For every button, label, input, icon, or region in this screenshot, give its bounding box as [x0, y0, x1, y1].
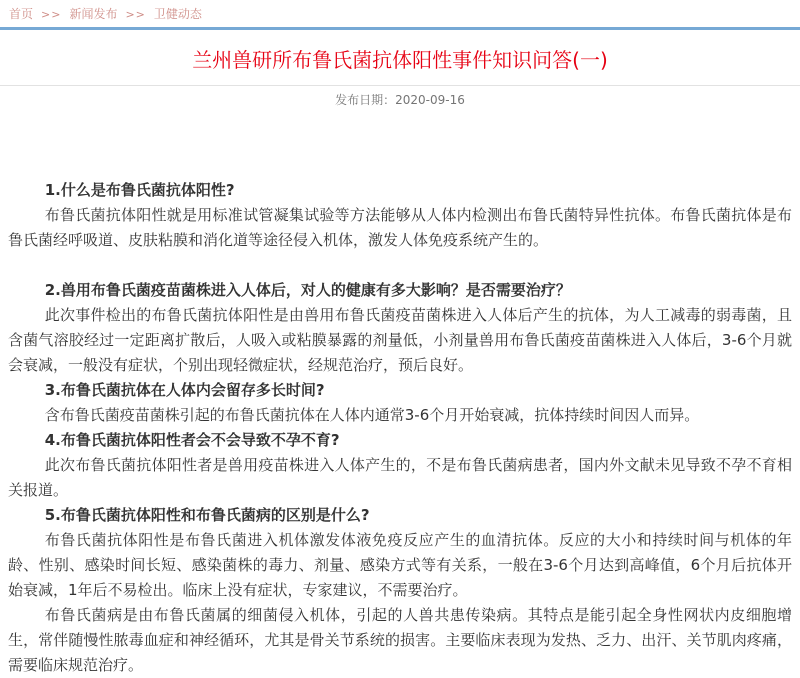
breadcrumb-link[interactable]: 首页: [9, 7, 34, 21]
top-divider: [0, 27, 800, 30]
qa-section: [8, 503, 792, 678]
breadcrumb-link[interactable]: 新闻发布: [69, 7, 118, 21]
question-heading: 4.布鲁氏菌抗体阳性者会不会导致不孕不育?: [44, 431, 340, 449]
page-title: 兰州兽研所布鲁氏菌抗体阳性事件知识问答(一): [192, 48, 608, 72]
question-heading: 5.布鲁氏菌抗体阳性和布鲁氏菌病的区别是什么?: [44, 506, 370, 524]
breadcrumb-separator: >>: [41, 8, 62, 21]
breadcrumb-separator: >>: [125, 8, 146, 21]
breadcrumb: [0, 0, 800, 27]
answers: [8, 453, 792, 503]
answer-paragraph: 含布鲁氏菌疫苗菌株引起的布鲁氏菌抗体在人体内通常3-6个月开始衰减，抗体持续时间因人而异。: [44, 406, 700, 424]
answers: [8, 528, 792, 678]
question-heading: 2.兽用布鲁氏菌疫苗菌株进入人体后，对人的健康有多大影响？是否需要治疗？: [44, 281, 571, 299]
qa-section: [8, 378, 792, 428]
qa-section: [8, 178, 792, 253]
publish-date-label: 发布日期：: [335, 93, 396, 107]
publish-date-value: 2020-09-16: [395, 93, 465, 107]
qa-section: [8, 278, 792, 378]
question-heading: 1.什么是布鲁氏菌抗体阳性?: [44, 181, 235, 199]
answer-paragraph: 此次事件检出的布鲁氏菌抗体阳性是由兽用布鲁氏菌疫苗菌株进入人体后产生的抗体，为人工减毒的弱毒菌，且含菌气溶胶经过一定距离扩散后，人吸入或粘膜暴露的剂量低，小剂量兽用布鲁氏菌疫苗菌株进入人体后，3-6个月就会衰减，一般没有症状，个别出现轻微症状，经规范治疗，预后良好。: [8, 306, 792, 374]
question-heading: 3.布鲁氏菌抗体在人体内会留存多长时间?: [44, 381, 325, 399]
answers: [8, 403, 792, 428]
qa-section: [8, 428, 792, 503]
answer-paragraph: 布鲁氏菌病是由布鲁氏菌属的细菌侵入机体，引起的人兽共患传染病。其特点是能引起全身性网状内皮细胞增生，常伴随慢性脓毒血症和神经循环，尤其是骨关节系统的损害。主要临床表现为发热、乏力、出汗、关节肌肉疼痛，需要临床规范治疗。: [8, 606, 792, 674]
answers: [8, 203, 792, 253]
article-body: [0, 114, 800, 678]
answer-paragraph: 布鲁氏菌抗体阳性是布鲁氏菌进入机体激发体液免疫反应产生的血清抗体。反应的大小和持续时间与机体的年龄、性别、感染时间长短、感染菌株的毒力、剂量、感染方式等有关系，一般在3-6个月达到高峰值，6个月后抗体开始衰减，1年后不易检出。临床上没有症状，专家建议，不需要治疗。: [8, 531, 792, 599]
answer-paragraph: 此次布鲁氏菌抗体阳性者是兽用疫苗株进入人体产生的，不是布鲁氏菌病患者，国内外文献未见导致不孕不育相关报道。: [8, 456, 792, 499]
answers: [8, 303, 792, 378]
answer-paragraph: 布鲁氏菌抗体阳性就是用标准试管凝集试验等方法能够从人体内检测出布鲁氏菌特异性抗体。布鲁氏菌抗体是布鲁氏菌经呼吸道、皮肤粘膜和消化道等途径侵入机体，激发人体免疫系统产生的。: [8, 206, 792, 249]
breadcrumb-link[interactable]: 卫健动态: [153, 7, 202, 21]
publish-date: [0, 86, 800, 114]
